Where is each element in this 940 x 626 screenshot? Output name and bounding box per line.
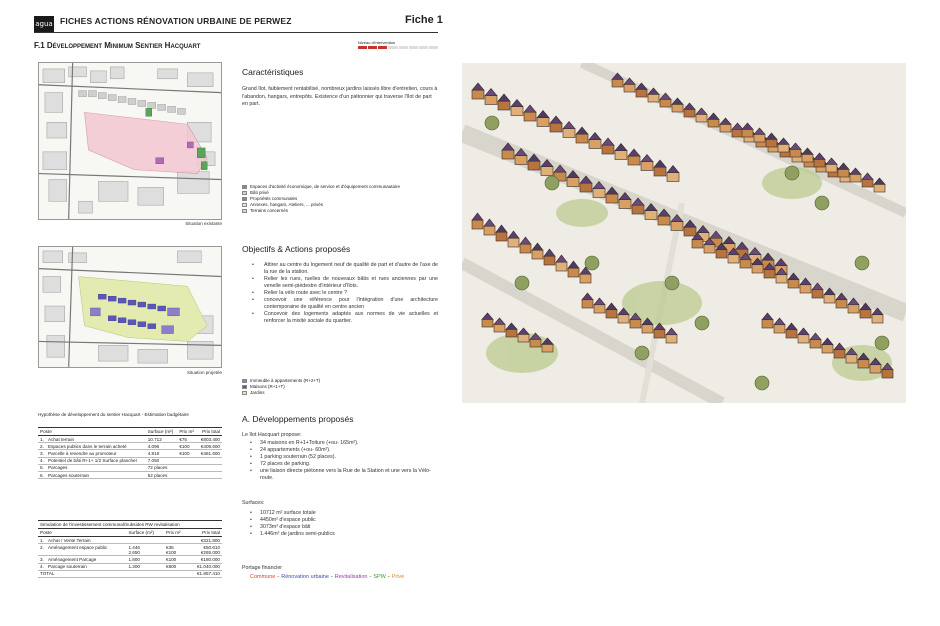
- table-row: [38, 537, 222, 544]
- house-wall: [836, 300, 847, 308]
- portage-separator: -: [277, 574, 280, 580]
- row-number: 3.: [38, 450, 46, 457]
- section-title: F.1 Développement Minimum Sentier Hacquart: [34, 41, 201, 50]
- map-projected-drawing: [39, 247, 221, 367]
- tree: [695, 316, 709, 330]
- legend-item: [242, 208, 400, 214]
- row-price: [164, 537, 188, 544]
- house-wall: [642, 325, 653, 333]
- map-existing-legend: [242, 184, 400, 214]
- row-label: Aménagement espace public: [46, 544, 126, 556]
- map-existing-caption: Situation existante: [185, 221, 222, 226]
- house-wall: [482, 319, 493, 327]
- house-wall: [524, 112, 536, 121]
- portage-item: Commune: [250, 574, 276, 580]
- developpement-item: • 34 maisons en R+1+Toiture (+ou- 165m²).: [250, 440, 440, 447]
- house-wall: [692, 240, 703, 248]
- house-wall: [630, 320, 641, 328]
- house-wall: [494, 324, 505, 332]
- table-header: Surface (m²): [146, 428, 178, 436]
- house-wall: [766, 139, 777, 147]
- row-number: 1.: [38, 436, 46, 443]
- table-header: Prix total: [197, 428, 222, 436]
- house-wall: [846, 355, 857, 363]
- legend-swatch: [242, 185, 247, 189]
- legend-label: Bâti privé: [250, 190, 269, 195]
- house-wall: [684, 109, 695, 117]
- row-surface: 1.800: [126, 556, 164, 563]
- house-wall: [728, 255, 739, 263]
- caracteristiques-heading: Caractéristiques: [242, 67, 304, 77]
- house-wall: [550, 123, 562, 132]
- house-wall: [858, 360, 869, 368]
- surface-item: • 1.446m² de jardins semi-publics: [250, 531, 440, 538]
- house-wall: [648, 94, 659, 102]
- table-header: Prix m²: [177, 428, 197, 436]
- table-row: [38, 436, 222, 443]
- surface-item: • 10712 m² surface totale: [250, 510, 440, 517]
- fiche-number: Fiche 1: [405, 14, 443, 26]
- house-wall: [872, 315, 883, 323]
- house-wall: [786, 330, 797, 338]
- house-wall: [740, 260, 751, 268]
- house-wall: [537, 118, 549, 127]
- table-row: [38, 563, 222, 570]
- portage-item: Revitalisation: [334, 574, 368, 580]
- row-number: 3.: [38, 556, 46, 563]
- tree: [635, 346, 649, 360]
- house-wall: [850, 174, 861, 182]
- map-existing-situation: [38, 62, 222, 220]
- house-wall: [762, 320, 773, 328]
- table-budget-estimate: [38, 427, 222, 479]
- portage-separator: -: [330, 574, 333, 580]
- row-total: €409.600: [197, 443, 222, 450]
- table1-title: Hypothèse de développement du sentier Hacquart - Estimation budgétaire: [38, 412, 189, 417]
- tree: [485, 116, 499, 130]
- house-wall: [628, 156, 640, 165]
- row-surface: 52 places: [146, 471, 178, 478]
- objectifs-list: [250, 262, 438, 325]
- house-wall: [752, 265, 763, 273]
- house-wall: [708, 119, 719, 127]
- house-wall: [645, 211, 657, 220]
- legend-label: Jardins: [250, 390, 265, 395]
- house-wall: [508, 238, 519, 247]
- table-header: Surface (m²): [126, 529, 164, 537]
- row-label: Aménagement Parcage: [46, 556, 126, 563]
- house-wall: [472, 90, 484, 99]
- tree: [785, 166, 799, 180]
- objectif-item: • Relier les rues, ruelles de nouveaux bâtis et rues anciennes par une venelle semi-piédestre d'intérieur d'îlots.: [250, 276, 438, 290]
- house-wall: [582, 300, 593, 308]
- table-row: [38, 457, 222, 464]
- row-number: 5.: [38, 464, 46, 471]
- house-wall: [764, 270, 775, 278]
- house-wall: [632, 205, 644, 214]
- house-wall: [800, 285, 811, 293]
- tree: [755, 376, 769, 390]
- house-wall: [862, 179, 873, 187]
- niveau-segment: [419, 46, 428, 49]
- map-existing-drawing: [39, 63, 221, 219]
- house-wall: [834, 350, 845, 358]
- row-total: [197, 464, 222, 471]
- row-price: €75: [177, 436, 197, 443]
- map-projected-caption: Situation projetée: [186, 370, 222, 375]
- house-wall: [788, 280, 799, 288]
- niveau-intervention-bar: [358, 46, 438, 49]
- objectif-item: • concevoir une référence pour l'intégration d'une architecture contemporaine de qualité en centre ancien: [250, 297, 438, 311]
- row-total: [197, 471, 222, 478]
- house-wall: [838, 169, 849, 177]
- row-surface: 4.816: [146, 450, 178, 457]
- agua-logo: agua: [34, 16, 54, 32]
- house-wall: [496, 232, 507, 241]
- aerial-illustration-drawing: [462, 63, 906, 403]
- legend-swatch: [242, 385, 247, 389]
- surfaces-heading: Surfaces:: [242, 500, 265, 506]
- row-number: 1.: [38, 537, 46, 544]
- house-wall: [848, 305, 859, 313]
- house-wall: [636, 89, 647, 97]
- portage-financier: [250, 573, 430, 581]
- row-surface: 7.050: [146, 457, 178, 464]
- portage-heading: Portage financier: [242, 565, 283, 571]
- house-wall: [544, 256, 555, 265]
- table-investment-simulation: [38, 520, 222, 578]
- house-wall: [506, 329, 517, 337]
- house-wall: [515, 156, 527, 165]
- row-label: Parcelle à revendre au promoteur: [46, 450, 146, 457]
- surfaces-list: [250, 510, 440, 538]
- house-wall: [567, 178, 579, 187]
- legend-label: Annexes, hangars, Ateliers, ... privés: [250, 202, 324, 207]
- niveau-segment: [368, 46, 377, 49]
- house-wall: [798, 335, 809, 343]
- house-wall: [624, 84, 635, 92]
- house-wall: [532, 250, 543, 259]
- table-header: Prix total: [188, 529, 222, 537]
- tree: [855, 256, 869, 270]
- house-wall: [716, 250, 727, 258]
- house-wall: [589, 140, 601, 149]
- row-number: 4.: [38, 457, 46, 464]
- tree: [585, 256, 599, 270]
- row-label: Parcage souterrain: [46, 563, 126, 570]
- row-total: €180.000: [188, 556, 222, 563]
- niveau-segment: [358, 46, 367, 49]
- house-wall: [528, 161, 540, 170]
- row-total: €50.610 €265.000: [188, 544, 222, 556]
- house-wall: [671, 222, 683, 231]
- tree: [545, 176, 559, 190]
- row-number: 6.: [38, 471, 46, 478]
- house-wall: [826, 164, 837, 172]
- legend-swatch: [242, 209, 247, 213]
- document-title: FICHES ACTIONS RÉNOVATION URBAINE DE PERWEZ: [60, 16, 292, 26]
- house-wall: [485, 96, 497, 105]
- house-wall: [612, 79, 623, 87]
- table-row: [38, 556, 222, 563]
- portage-item: Rénovation urbaine: [281, 574, 329, 580]
- house-wall: [511, 107, 523, 116]
- table-header-row: [38, 529, 222, 537]
- row-total: €803.400: [197, 436, 222, 443]
- row-price: €100: [177, 450, 197, 457]
- row-surface: 1.300: [126, 563, 164, 570]
- table-row: [38, 450, 222, 457]
- tree: [875, 336, 889, 350]
- niveau-label: Niveau d'intervention: [358, 40, 396, 45]
- house-wall: [666, 335, 677, 343]
- row-total: [197, 457, 222, 464]
- tree: [665, 276, 679, 290]
- row-surface: 10.712: [146, 436, 178, 443]
- house-wall: [563, 129, 575, 138]
- aerial-illustration: [462, 63, 906, 403]
- row-price: [177, 457, 197, 464]
- house-wall: [580, 183, 592, 192]
- legend-swatch: [242, 391, 247, 395]
- niveau-segment: [429, 46, 438, 49]
- house-wall: [576, 134, 588, 143]
- house-wall: [606, 194, 618, 203]
- objectifs-heading: Objectifs & Actions proposés: [242, 244, 351, 254]
- house-wall: [882, 370, 893, 378]
- house-wall: [802, 154, 813, 162]
- house-wall: [720, 124, 731, 132]
- portage-item: SPW: [373, 574, 386, 580]
- row-label: Potentiel de bâti R+1+ 1/2 Surface plancher: [46, 457, 146, 464]
- row-surface: 72 places: [146, 464, 178, 471]
- house-wall: [704, 245, 715, 253]
- row-label: Achat terrain: [46, 436, 146, 443]
- developpement-item: • 72 places de parking.: [250, 461, 440, 468]
- surface-item: • 3073m² d'espace bâti: [250, 524, 440, 531]
- house-wall: [602, 145, 614, 154]
- niveau-segment: [378, 46, 387, 49]
- niveau-segment: [399, 46, 408, 49]
- objectif-item: • Relier la vélo route avec le centre ?: [250, 290, 438, 297]
- legend-swatch: [242, 379, 247, 383]
- house-wall: [618, 315, 629, 323]
- house-wall: [502, 150, 514, 159]
- house-wall: [672, 104, 683, 112]
- table-row: [38, 471, 222, 478]
- row-price: €100: [164, 556, 188, 563]
- house-wall: [870, 365, 881, 373]
- row-number: 2.: [38, 443, 46, 450]
- row-number: 2.: [38, 544, 46, 556]
- portage-separator: -: [369, 574, 372, 580]
- house-wall: [520, 244, 531, 253]
- house-wall: [658, 216, 670, 225]
- house-wall: [778, 144, 789, 152]
- legend-item: [242, 390, 320, 396]
- row-label: Achat / Vente Terrain: [46, 537, 126, 544]
- row-price: [177, 464, 197, 471]
- legend-label: Maisons (R+1+T): [250, 384, 285, 389]
- developpements-list: [250, 440, 440, 482]
- house-wall: [541, 167, 553, 176]
- total-value: €1.857.410: [188, 570, 222, 577]
- row-total: €1.040.000: [188, 563, 222, 570]
- house-wall: [812, 290, 823, 298]
- legend-label: Terrains concernés: [250, 208, 289, 213]
- house-wall: [824, 295, 835, 303]
- house-wall: [518, 334, 529, 342]
- row-price: €35 €100: [164, 544, 188, 556]
- table-row: [38, 464, 222, 471]
- house-wall: [498, 101, 510, 110]
- tree: [815, 196, 829, 210]
- objectif-item: • Concevoir des logements adaptés aux normes de vie actuelles et renforcer la mixité sociale du quartier.: [250, 311, 438, 325]
- legend-swatch: [242, 203, 247, 207]
- table-header: Prix m²: [164, 529, 188, 537]
- legend-swatch: [242, 191, 247, 195]
- developpement-item: • 24 appartements (+ou- 60m²).: [250, 447, 440, 454]
- niveau-segment: [409, 46, 418, 49]
- table-header: Poste: [38, 428, 146, 436]
- house-wall: [556, 262, 567, 271]
- house-wall: [684, 227, 696, 236]
- table-header-row: [38, 428, 222, 436]
- house-wall: [619, 200, 631, 209]
- legend-label: Immeuble à appartements (R+2+T): [250, 378, 321, 383]
- house-wall: [594, 305, 605, 313]
- row-surface: [126, 537, 164, 544]
- developpement-item: • 1 parking souterrain (52 places).: [250, 454, 440, 461]
- house-wall: [580, 274, 591, 283]
- house-wall: [568, 268, 579, 277]
- row-price: €800: [164, 563, 188, 570]
- surface-item: • 4450m² d'espace public: [250, 517, 440, 524]
- legend-label: Propriétés communales: [250, 196, 298, 201]
- objectif-item: • Attirer au centre du logement neuf de qualité de part et d'autre de l'axe de la rue de la station.: [250, 262, 438, 276]
- table-header: Poste: [38, 529, 126, 537]
- total-label: TOTAL: [38, 570, 188, 577]
- row-label: Parcages souterrain: [46, 471, 146, 478]
- house-wall: [732, 129, 743, 137]
- table-total-row: [38, 570, 222, 577]
- house-wall: [667, 173, 679, 182]
- table-caption: Simulation de l'investissement communal/Subsides RW revitalisation: [38, 521, 222, 529]
- house-wall: [874, 184, 885, 192]
- house-wall: [484, 226, 495, 235]
- house-wall: [660, 99, 671, 107]
- house-wall: [754, 134, 765, 142]
- niveau-segment: [388, 46, 397, 49]
- house-wall: [641, 162, 653, 171]
- row-surface: 4.096: [146, 443, 178, 450]
- row-surface: 1.446 2.650: [126, 544, 164, 556]
- header-divider: [34, 32, 438, 33]
- table-row: [38, 544, 222, 556]
- house-wall: [654, 167, 666, 176]
- developpement-item: • une liaison directe piétonne vers la Rue de la Station et une vers la Vélo-route.: [250, 468, 440, 482]
- map-projected-legend: [242, 378, 320, 396]
- house-wall: [742, 129, 753, 137]
- house-wall: [542, 344, 553, 352]
- row-label: Parcages: [46, 464, 146, 471]
- table-row: [38, 443, 222, 450]
- portage-separator: -: [387, 574, 390, 580]
- house-wall: [774, 325, 785, 333]
- developpements-intro: Le îlot Hacquart propose:: [242, 432, 302, 438]
- row-total: €481.600: [197, 450, 222, 457]
- tree: [515, 276, 529, 290]
- house-wall: [696, 114, 707, 122]
- map-projected-situation: [38, 246, 222, 368]
- house-wall: [822, 345, 833, 353]
- caracteristiques-text: Grand îlot, faiblement rentabilisé, nombreux jardins laissés libre d'entretien, cours à l'abandon, hangars, entrepôts. Existence d'un piétonnier qui traverse l'îlot de part en part.: [242, 86, 438, 107]
- developpements-heading: A. Développements proposés: [242, 414, 354, 424]
- house-wall: [776, 275, 787, 283]
- row-total: €321.800: [188, 537, 222, 544]
- row-price: [177, 471, 197, 478]
- house-wall: [790, 149, 801, 157]
- portage-item: Privé: [391, 574, 405, 580]
- house-wall: [593, 189, 605, 198]
- house-wall: [654, 330, 665, 338]
- house-wall: [810, 340, 821, 348]
- house-wall: [472, 220, 483, 229]
- row-number: 4.: [38, 563, 46, 570]
- house-wall: [530, 339, 541, 347]
- house-wall: [814, 159, 825, 167]
- legend-swatch: [242, 197, 247, 201]
- legend-label: Espaces d'activité économique, de service et d'équipement communautaire: [250, 184, 401, 189]
- house-wall: [860, 310, 871, 318]
- row-label: Espaces publics dans le terrain acheté: [46, 443, 146, 450]
- house-wall: [606, 310, 617, 318]
- house-wall: [615, 151, 627, 160]
- row-price: €100: [177, 443, 197, 450]
